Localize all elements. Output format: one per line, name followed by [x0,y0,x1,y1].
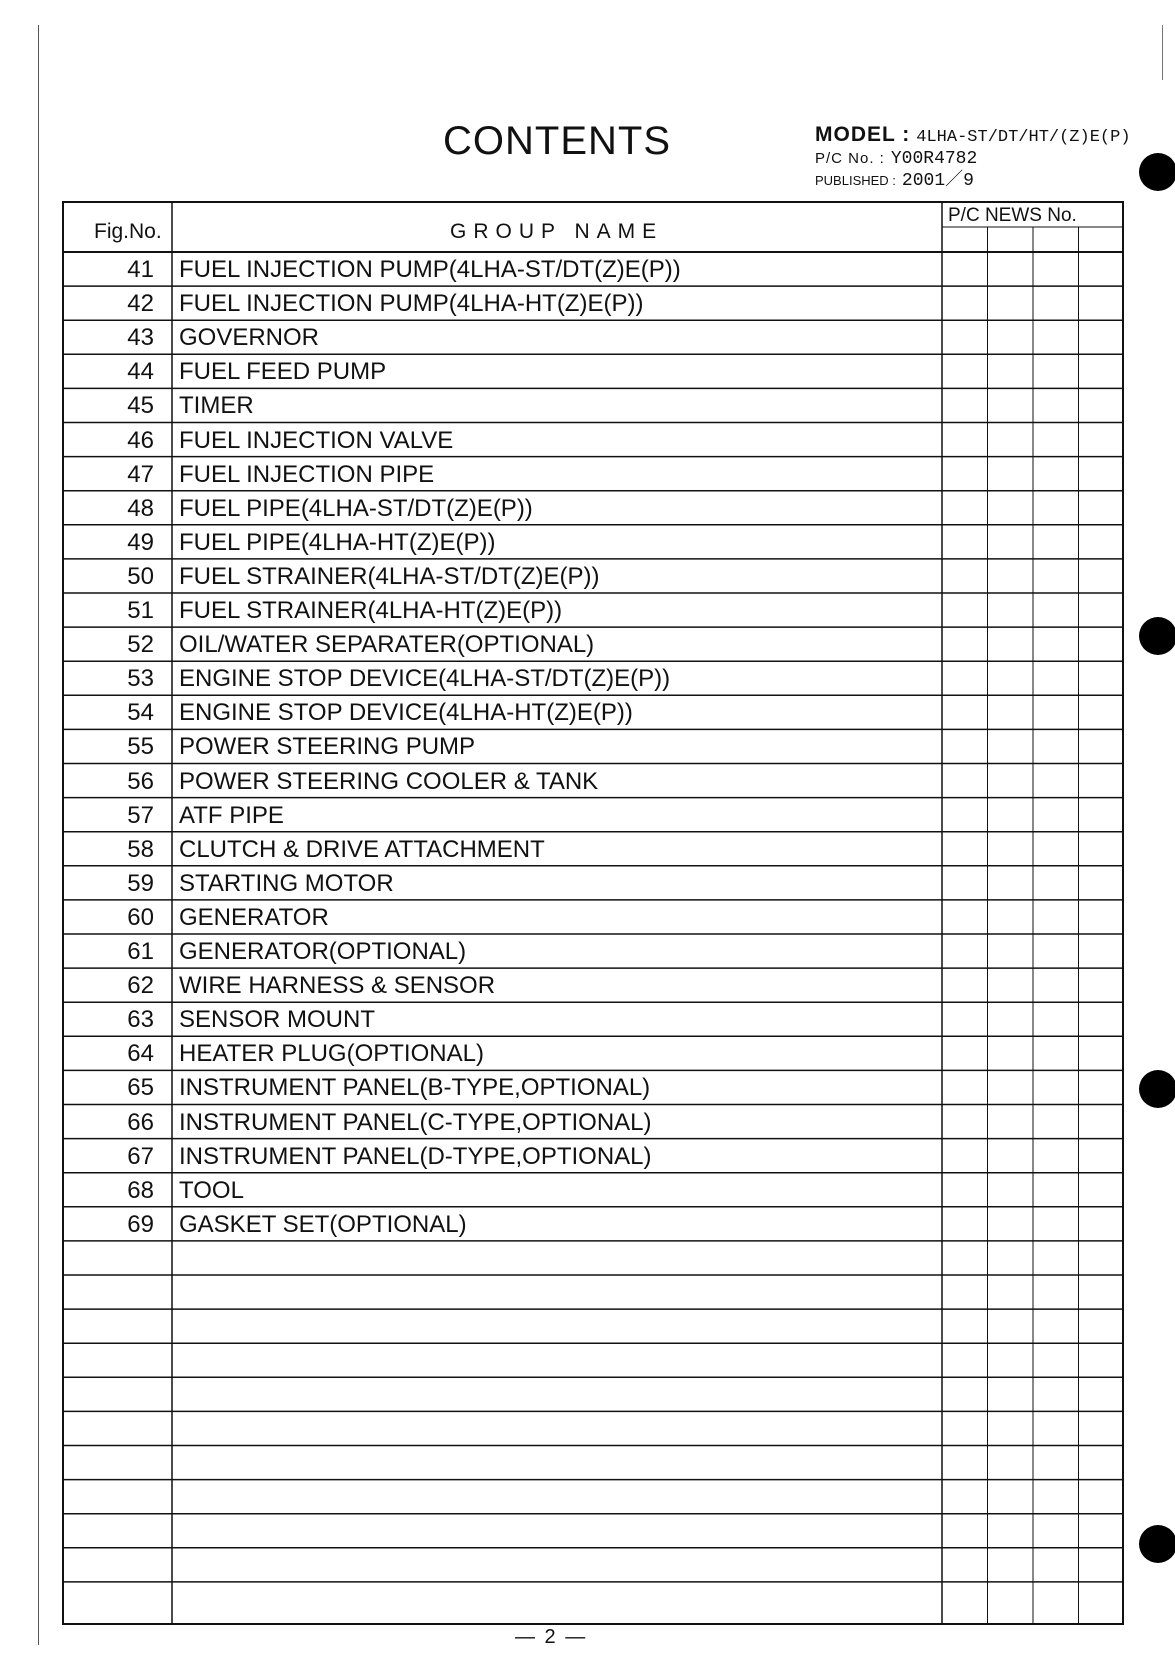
group-name: POWER STEERING PUMP [179,733,476,761]
model-label: MODEL : [815,123,911,146]
group-name: GENERATOR(OPTIONAL) [179,938,467,965]
fig-number: 47 [127,460,154,488]
group-name: FUEL INJECTION PIPE [179,460,435,488]
model-row [815,124,1131,146]
published-label: PUBLISHED : [815,173,896,188]
group-name: FUEL FEED PUMP [179,358,387,386]
fig-number: 61 [127,938,154,965]
group-name: TIMER [179,392,254,420]
fig-number: 51 [127,597,154,624]
group-name: FUEL INJECTION PUMP(4LHA-HT(Z)E(P)) [179,290,644,318]
group-name: FUEL STRAINER(4LHA-HT(Z)E(P)) [179,597,563,624]
group-name-header: GROUP NAME [450,220,664,243]
fig-number: 59 [127,869,154,897]
fig-number: 55 [127,733,154,761]
fig-number: 41 [127,256,154,283]
fig-number: 65 [127,1074,154,1102]
group-name: TOOL [179,1176,244,1204]
fig-number: 66 [127,1108,154,1136]
group-name: HEATER PLUG(OPTIONAL) [179,1040,484,1068]
fig-number: 58 [127,835,154,863]
group-name: FUEL PIPE(4LHA-ST/DT(Z)E(P)) [179,494,533,522]
group-name: INSTRUMENT PANEL(C-TYPE,OPTIONAL) [179,1108,652,1136]
group-name: GOVERNOR [179,324,320,352]
group-name: ENGINE STOP DEVICE(4LHA-ST/DT(Z)E(P)) [179,665,671,693]
group-name: SENSOR MOUNT [179,1006,376,1034]
binding-margin-line [38,25,39,1645]
pc-number-row [815,150,1131,168]
group-name: FUEL PIPE(4LHA-HT(Z)E(P)) [179,528,496,556]
fig-number: 60 [127,903,154,931]
punch-hole [1139,617,1175,655]
fig-number: 46 [127,426,154,454]
group-name: FUEL STRAINER(4LHA-ST/DT(Z)E(P)) [179,562,600,590]
pc-number-label: P/C No. : [815,150,885,167]
group-name: ATF PIPE [179,801,284,829]
fig-number: 57 [127,801,154,829]
fig-number: 43 [127,324,154,352]
group-name: FUEL INJECTION VALVE [179,426,454,454]
group-name: WIRE HARNESS & SENSOR [179,972,496,1000]
fig-number: 52 [127,631,154,659]
group-name: INSTRUMENT PANEL(D-TYPE,OPTIONAL) [179,1142,652,1170]
group-name: GENERATOR [179,903,329,931]
fig-number: 64 [127,1040,154,1068]
fig-number: 50 [127,562,154,590]
fig-number: 42 [127,290,154,318]
group-name: FUEL INJECTION PUMP(4LHA-ST/DT(Z)E(P)) [179,256,681,283]
pc-number-value: Y00R4782 [890,149,978,169]
fig-number: 62 [127,972,154,1000]
fig-number: 48 [127,494,154,522]
punch-hole [1139,1525,1175,1563]
fig-number: 54 [127,699,154,727]
group-name: INSTRUMENT PANEL(B-TYPE,OPTIONAL) [179,1074,651,1102]
fig-number: 63 [127,1006,154,1034]
fig-number: 44 [127,358,154,386]
page-title: CONTENTS [443,119,671,163]
contents-table [62,201,1124,1625]
group-name: STARTING MOTOR [179,869,394,897]
group-name: CLUTCH & DRIVE ATTACHMENT [179,835,545,863]
published-row [815,172,1131,190]
page-number: — 2 — [515,1626,588,1648]
group-name: POWER STEERING COOLER & TANK [179,767,599,795]
punch-hole [1139,153,1175,191]
fig-no-header: Fig.No. [94,220,162,243]
fig-number: 69 [127,1210,154,1238]
group-name: OIL/WATER SEPARATER(OPTIONAL) [179,631,595,659]
document-meta [815,124,1131,190]
published-value: 2001／9 [901,171,974,191]
fig-number: 49 [127,528,154,556]
fig-number: 53 [127,665,154,693]
fig-number: 45 [127,392,154,420]
edge-mark [1162,25,1163,80]
group-name: ENGINE STOP DEVICE(4LHA-HT(Z)E(P)) [179,699,633,727]
group-name: GASKET SET(OPTIONAL) [179,1210,467,1238]
punch-hole [1139,1070,1175,1108]
model-value: 4LHA-ST/DT/HT/(Z)E(P) [916,128,1131,147]
fig-number: 56 [127,767,154,795]
fig-number: 68 [127,1176,154,1204]
fig-number: 67 [127,1142,154,1170]
pc-news-header: P/C NEWS No. [948,205,1077,226]
